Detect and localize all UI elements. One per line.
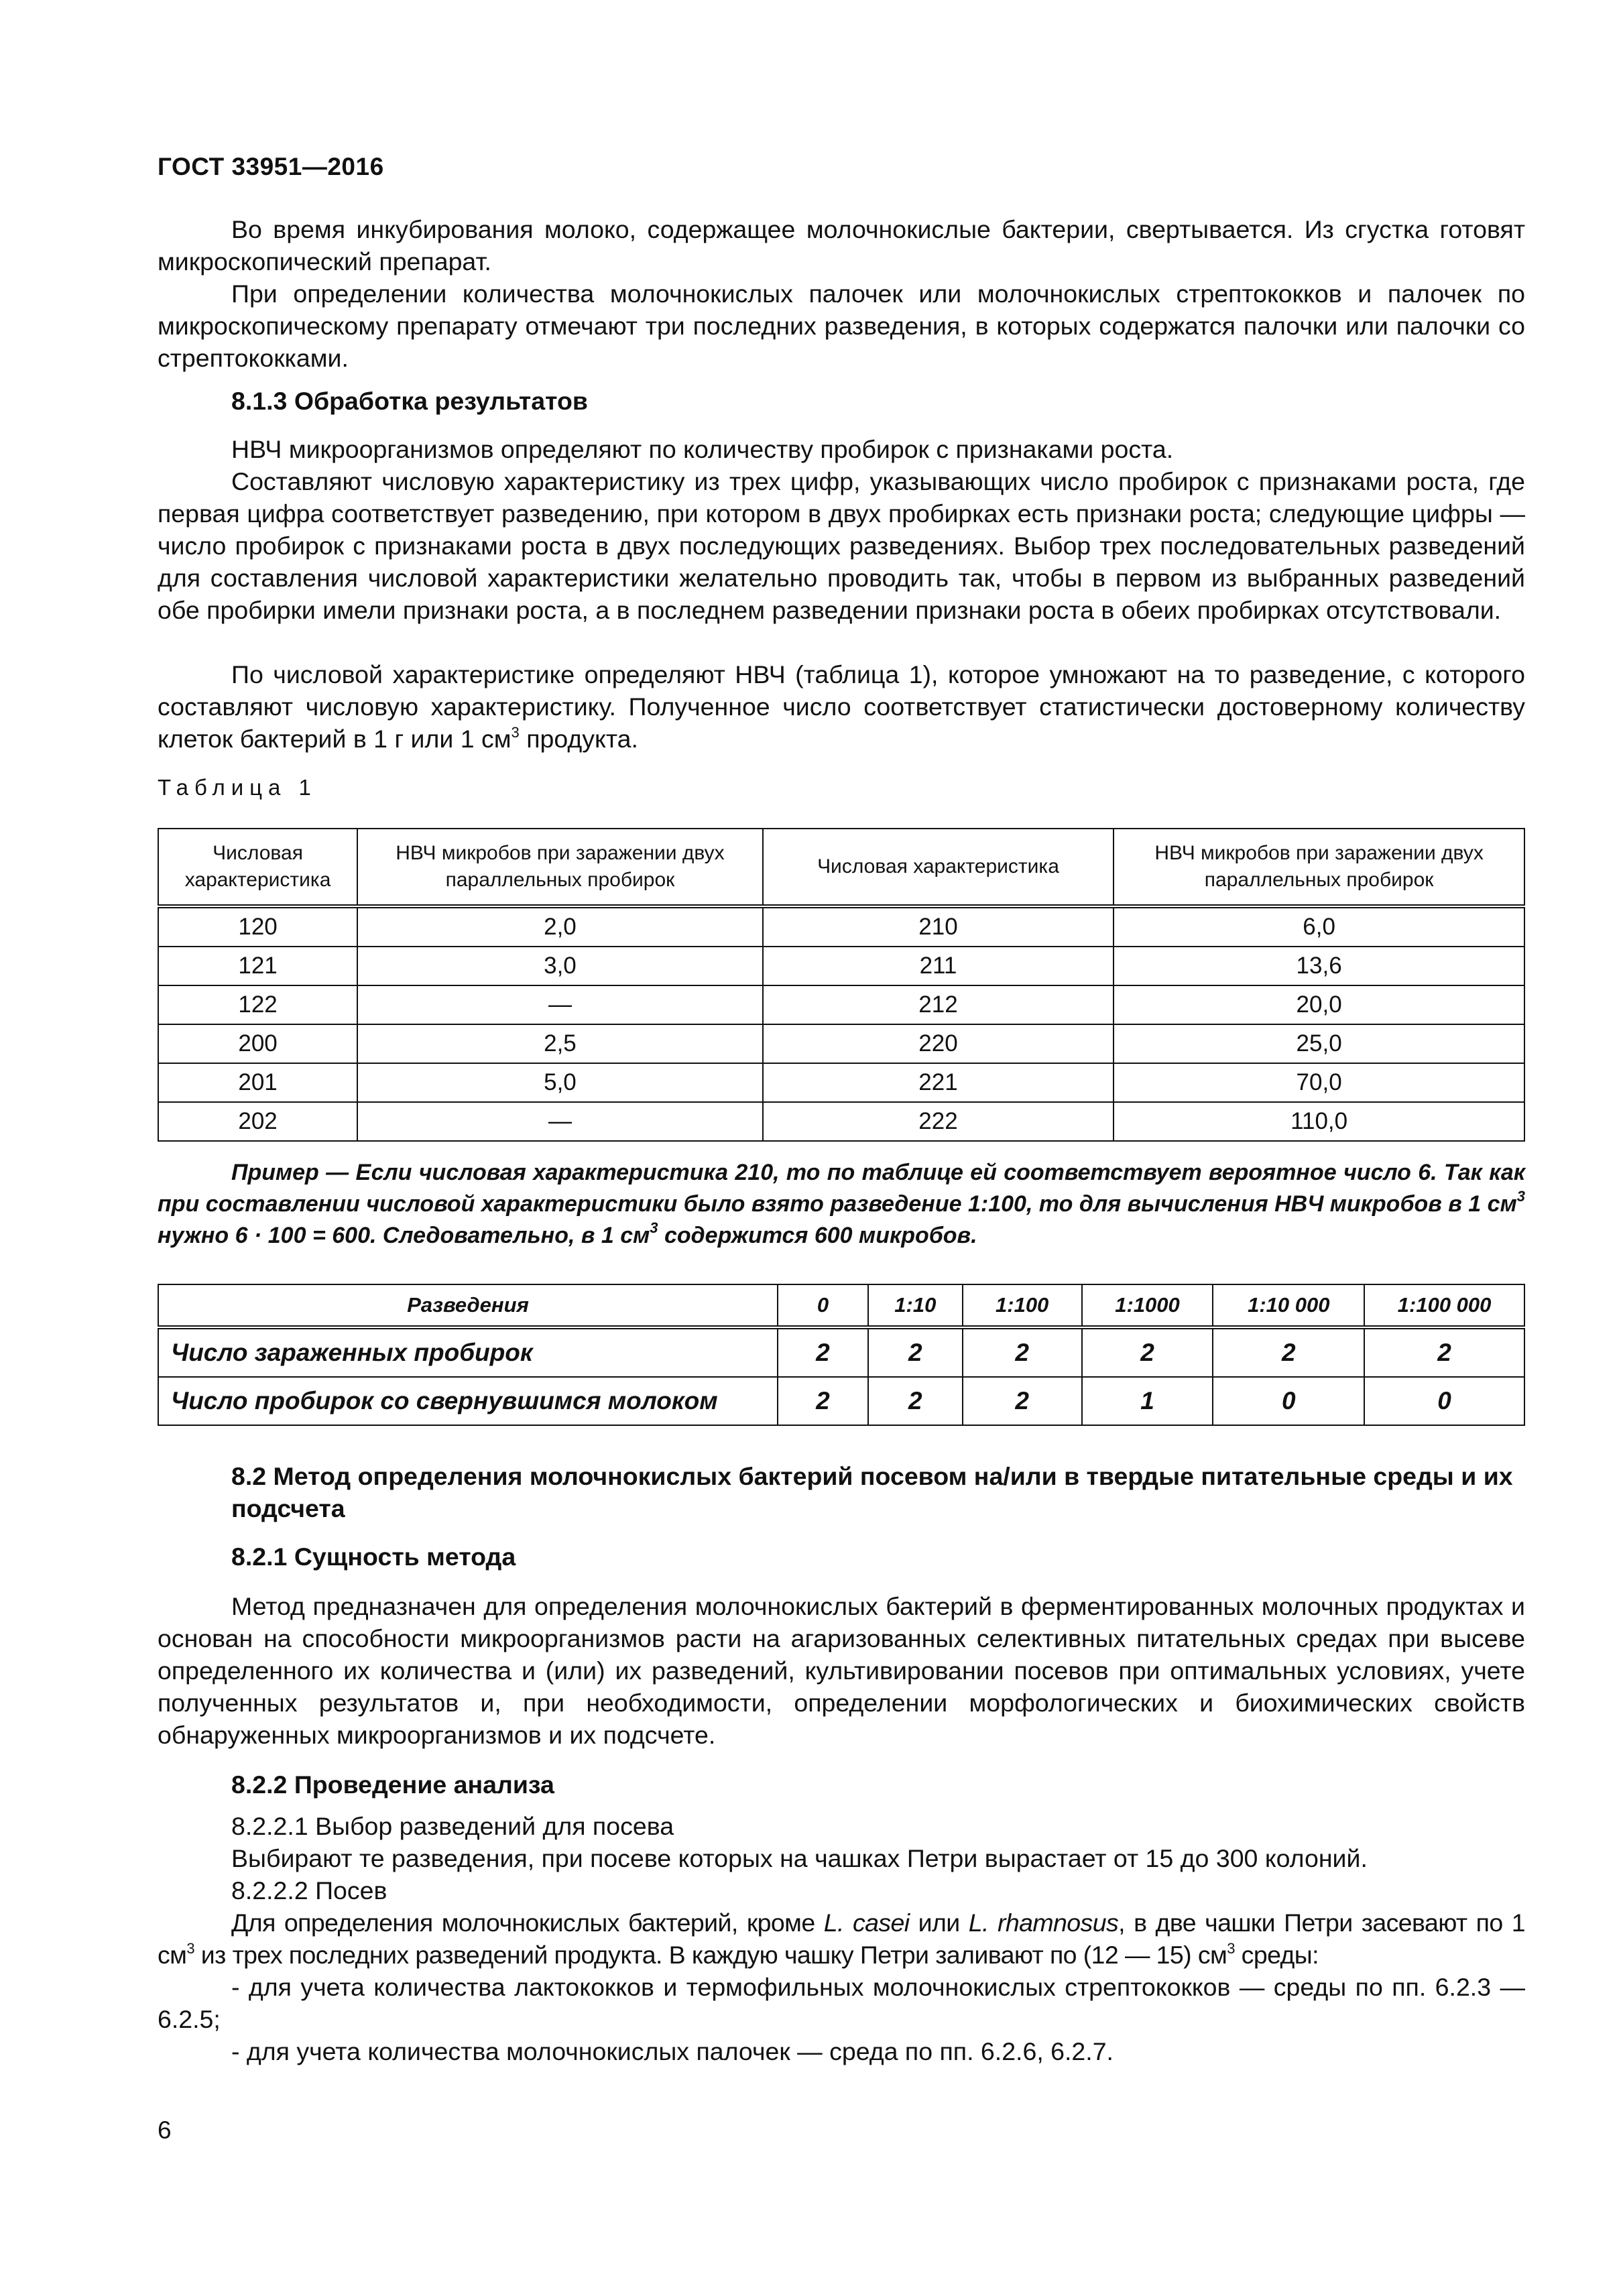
paragraph-text: или xyxy=(909,1909,969,1937)
table-cell: 221 xyxy=(763,1063,1114,1102)
table-row xyxy=(158,985,1524,1024)
paragraph-text: Для определения молочнокислых бактерий, кроме xyxy=(231,1909,824,1937)
table-cell: 2 xyxy=(963,1377,1082,1425)
table-dilutions-header-row xyxy=(158,1284,1524,1327)
table-header: 1:100 000 xyxy=(1364,1284,1524,1327)
table-cell: 122 xyxy=(158,985,357,1024)
table-cell: 2,5 xyxy=(357,1024,763,1063)
table-1-header: Числовая характеристика xyxy=(158,829,357,906)
table-row xyxy=(158,947,1524,985)
table-header: 1:10 xyxy=(868,1284,963,1327)
paragraph-method-essence: Метод предназначен для определения молочнокислых бактерий в ферментированных молочных продуктах и основан на способности микроорганизмов расти на агаризованных селективных питательных средах при высеве определенного их количества и (или) их разведений, культивировании посевов при оптимальных условиях, учете полученных результатов и, при необходимости, определении морфологических и биохимических свойств обнаруженных микроорганизмов и их подсчете. xyxy=(158,1592,1525,1749)
heading-8-1-3: 8.1.3 Обработка результатов xyxy=(231,387,588,415)
list-item: - для учета количества лактококков и термофильных молочнокислых стрептококков — среды по пп. 6.2.3 — 6.2.5; xyxy=(158,1973,1525,2033)
table-row xyxy=(158,1102,1524,1141)
table-cell: 0 xyxy=(1213,1377,1364,1425)
table-cell: 2 xyxy=(778,1377,868,1425)
table-cell: 200 xyxy=(158,1024,357,1063)
superscript: 3 xyxy=(1516,1188,1525,1205)
superscript: 3 xyxy=(1227,1940,1235,1957)
paragraph-microscopy: При определении количества молочнокислых палочек или молочнокислых стрептококков и палочек по микроскопическому препарату отмечают три последних разведения, в которых содержатся палочки или палочки со стрептококками. xyxy=(158,280,1525,372)
table-cell: 2 xyxy=(1082,1327,1213,1377)
table-cell: 13,6 xyxy=(1114,947,1524,985)
table-header: 1:1000 xyxy=(1082,1284,1213,1327)
superscript: 3 xyxy=(650,1219,658,1236)
table-1-header: Числовая характеристика xyxy=(763,829,1114,906)
table-cell: 70,0 xyxy=(1114,1063,1524,1102)
table-cell: 2 xyxy=(868,1377,963,1425)
heading-8-2-2: 8.2.2 Проведение анализа xyxy=(231,1770,554,1799)
table-cell: — xyxy=(357,1102,763,1141)
table-cell: 120 xyxy=(158,906,357,947)
table-header: 0 xyxy=(778,1284,868,1327)
paragraph-text: По числовой характеристике определяют НВЧ (таблица 1), которое умножают на то разведение, с которого составляют числовую характеристику. Полученное число соответствует статистически достоверному количеству клеток бактерий в 1 г или 1 см xyxy=(158,660,1525,753)
table-cell: 220 xyxy=(763,1024,1114,1063)
document-header: ГОСТ 33951—2016 xyxy=(158,153,384,180)
species-name: L. rhamnosus xyxy=(968,1909,1119,1937)
table-cell: 210 xyxy=(763,906,1114,947)
paragraph-8-2-2-2-title: 8.2.2.2 Посев xyxy=(231,1876,387,1905)
table-header: 1:10 000 xyxy=(1213,1284,1364,1327)
paragraph-numeric-characteristic: Составляют числовую характеристику из трех цифр, указывающих число пробирок с признаками роста, где первая цифра соответствует разведению, при котором в двух пробирках есть признаки роста; следующие цифры — число пробирок с признаками роста в двух последующих разведениях. Выбор трех последовательных разведений для составления числовой характеристики желательно проводить так, чтобы в первом из выбранных разведений обе пробирки имели признаки роста, а в последнем разведении признаки роста в обеих пробирках отсутствовали. xyxy=(158,467,1525,624)
page-number: 6 xyxy=(158,2116,172,2144)
paragraph-text: из трех последних разведений продукта. В каждую чашку Петри заливают по (12 — 15) см xyxy=(194,1941,1227,1969)
table-cell: — xyxy=(357,985,763,1024)
table-cell: 202 xyxy=(158,1102,357,1141)
table-1-caption: Таблица 1 xyxy=(158,775,317,800)
table-cell: 25,0 xyxy=(1114,1024,1524,1063)
table-cell: 201 xyxy=(158,1063,357,1102)
table-cell: 121 xyxy=(158,947,357,985)
superscript: 3 xyxy=(511,724,520,741)
table-cell: 2 xyxy=(1213,1327,1364,1377)
table-cell: 2 xyxy=(963,1327,1082,1377)
paragraph-nvch-definition: НВЧ микроорганизмов определяют по количеству пробирок с признаками роста. xyxy=(231,435,1174,463)
table-cell: 1 xyxy=(1082,1377,1213,1425)
table-cell: 5,0 xyxy=(357,1063,763,1102)
table-cell: 6,0 xyxy=(1114,906,1524,947)
table-1 xyxy=(158,828,1525,1142)
table-cell: 2 xyxy=(1364,1327,1524,1377)
table-row-label: Число зараженных пробирок xyxy=(158,1327,778,1377)
table-row xyxy=(158,1063,1524,1102)
table-cell: 222 xyxy=(763,1102,1114,1141)
superscript: 3 xyxy=(186,1940,194,1957)
table-row xyxy=(158,1327,1524,1377)
table-cell: 3,0 xyxy=(357,947,763,985)
table-header: 1:100 xyxy=(963,1284,1082,1327)
example-text: содержится 600 микробов. xyxy=(658,1223,977,1248)
heading-8-2: 8.2 Метод определения молочнокислых бактерий посевом на/или в твердые питательные среды и их подсчета xyxy=(231,1462,1513,1522)
table-cell: 2 xyxy=(868,1327,963,1377)
table-cell: 212 xyxy=(763,985,1114,1024)
table-cell: 20,0 xyxy=(1114,985,1524,1024)
table-header: Разведения xyxy=(158,1284,778,1327)
example-note xyxy=(158,1157,1525,1252)
table-cell: 110,0 xyxy=(1114,1102,1524,1141)
paragraph-text: , в две чашки Петри засевают по 1 см xyxy=(158,1909,1525,1969)
paragraph-seeding xyxy=(158,1907,1525,1971)
example-text: Пример — Если числовая характеристика 210, то по таблице ей соответствует вероятное число 6. Так как при составлении числовой характеристики было взято разведение 1:100, то для вычисления НВЧ микробов в 1 см xyxy=(158,1160,1525,1217)
table-1-header: НВЧ микробов при заражении двух параллельных пробирок xyxy=(1114,829,1524,906)
table-row-label: Число пробирок со свернувшимся молоком xyxy=(158,1377,778,1425)
table-dilutions xyxy=(158,1284,1525,1426)
paragraph-nvch-table-reference xyxy=(158,658,1525,755)
table-cell: 2 xyxy=(778,1327,868,1377)
list-item: - для учета количества молочнокислых палочек — среда по пп. 6.2.6, 6.2.7. xyxy=(231,2037,1114,2065)
species-name: L. casei xyxy=(823,1909,910,1937)
table-row xyxy=(158,906,1524,947)
table-1-header: НВЧ микробов при заражении двух параллельных пробирок xyxy=(357,829,763,906)
paragraph-text-end: продукта. xyxy=(519,725,638,753)
paragraph-8-2-2-1-title: 8.2.2.1 Выбор разведений для посева xyxy=(231,1812,674,1840)
paragraph-incubation: Во время инкубирования молоко, содержащее молочнокислые бактерии, свертывается. Из сгустка готовят микроскопический препарат. xyxy=(158,215,1525,276)
paragraph-dilution-choice: Выбирают те разведения, при посеве которых на чашках Петри вырастает от 15 до 300 колоний. xyxy=(231,1844,1368,1872)
heading-8-2-1: 8.2.1 Сущность метода xyxy=(231,1543,516,1571)
table-cell: 0 xyxy=(1364,1377,1524,1425)
table-row xyxy=(158,1024,1524,1063)
table-cell: 2,0 xyxy=(357,906,763,947)
table-1-header-row xyxy=(158,829,1524,906)
table-row xyxy=(158,1377,1524,1425)
paragraph-text: среды: xyxy=(1234,1941,1319,1969)
example-text: нужно 6 · 100 = 600. Следовательно, в 1 см xyxy=(158,1223,650,1248)
table-cell: 211 xyxy=(763,947,1114,985)
